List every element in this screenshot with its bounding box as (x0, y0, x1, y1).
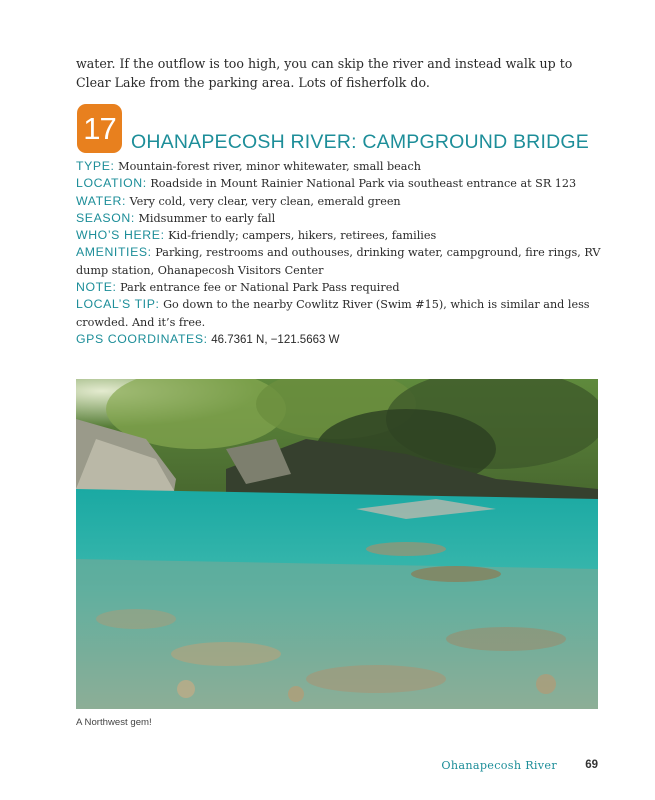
spec-value: Mountain-forest river, minor whitewater, small beach (118, 160, 421, 173)
spec-note (76, 279, 606, 296)
spec-label: LOCAL’S TIP: (76, 297, 160, 312)
spec-water (76, 193, 606, 210)
spec-value: Park entrance fee or National Park Pass required (120, 281, 400, 295)
spec-whos-here (76, 227, 606, 244)
spec-locals-tip (76, 296, 606, 331)
swim-number: 17 (83, 111, 116, 146)
spec-value: Go down to the nearby Cowlitz River (Swim #15), which is similar and less crowded. And it’s free. (76, 298, 590, 329)
spec-label: AMENITIES: (76, 245, 152, 260)
photo-caption: A Northwest gem! (76, 717, 152, 728)
river-photo-illustration (76, 379, 598, 709)
intro-paragraph: water. If the outflow is too high, you can skip the river and instead walk up to Clear Lake from the parking area. Lots of fisherfolk do. (76, 56, 573, 90)
spec-value: Roadside in Mount Rainier National Park via southeast entrance at SR 123 (150, 177, 577, 191)
spec-label: WATER: (76, 193, 127, 208)
running-head: Ohanapecosh River (441, 759, 557, 772)
swim-number-badge (77, 104, 122, 153)
spec-season (76, 210, 606, 227)
spec-label: LOCATION: (76, 176, 147, 191)
spec-label: TYPE: (76, 159, 115, 173)
spec-label: WHO’S HERE: (76, 228, 165, 243)
page-number: 69 (585, 759, 598, 771)
spec-type (76, 158, 606, 175)
swim-spec-list (76, 158, 606, 349)
spec-label: SEASON: (76, 210, 135, 225)
spec-value: Parking, restrooms and outhouses, drinking water, campground, fire rings, RV dump station, Ohanapecosh Visitors Center (76, 246, 601, 277)
spec-location (76, 175, 606, 192)
spec-value: Very cold, very clear, very clean, emerald green (129, 194, 401, 208)
spec-label: GPS COORDINATES: (76, 331, 208, 346)
spec-amenities (76, 244, 606, 279)
spec-gps (76, 331, 606, 349)
swim-title: OHANAPECOSH RIVER: CAMPGROUND BRIDGE (131, 131, 589, 153)
spec-label: NOTE: (76, 280, 117, 295)
spec-value: Midsummer to early fall (138, 211, 276, 225)
river-photo (76, 379, 598, 709)
spec-value: Kid-friendly; campers, hikers, retirees, families (168, 229, 437, 243)
spec-value: 46.7361 N, −121.5663 W (211, 333, 340, 346)
